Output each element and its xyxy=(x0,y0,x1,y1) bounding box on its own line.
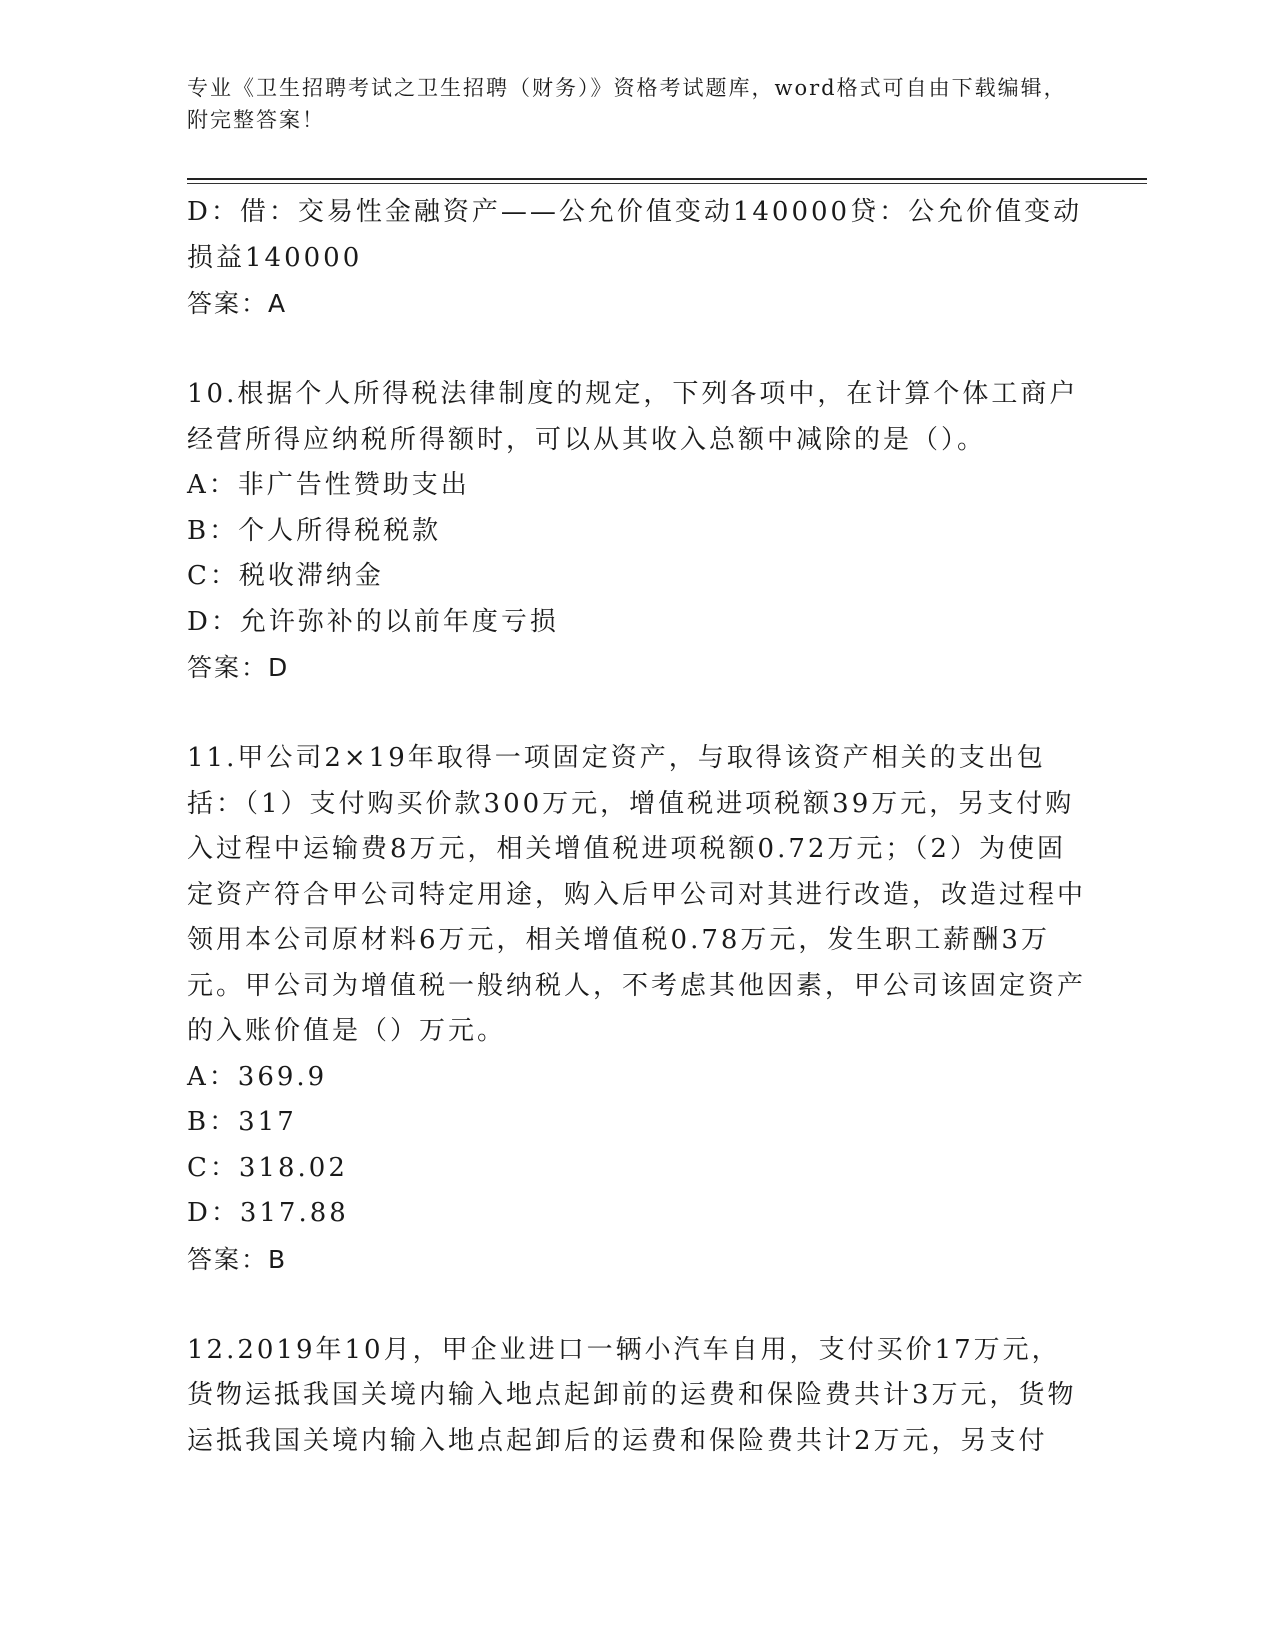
spacer xyxy=(187,327,1087,373)
question-12 xyxy=(187,1328,1087,1465)
option-d: D：317.88 xyxy=(187,1198,349,1228)
question-stem: 12.2019年10月，甲企业进口一辆小汽车自用，支付买价17万元，货物运抵我国关境内输入地点起卸前的运费和保险费共计3万元，货物运抵我国关境内输入地点起卸后的运费和保险费共计2万元，另支付 xyxy=(187,1334,1077,1456)
question-content xyxy=(187,190,1087,1464)
answer: 答案：B xyxy=(187,1244,288,1274)
spacer xyxy=(187,691,1087,737)
page-header: 专业《卫生招聘考试之卫生招聘（财务）》资格考试题库，word格式可自由下载编辑，附完整答案！ xyxy=(187,76,1067,132)
header-divider-thin xyxy=(187,183,1147,184)
question-10 xyxy=(187,372,1087,691)
question-stem: 11.甲公司2×19年取得一项固定资产，与取得该资产相关的支出包括：（1）支付购买价款300万元，增值税进项税额39万元，另支付购入过程中运输费8万元，相关增值税进项税额0.72万元；（2）为使固定资产符合甲公司特定用途，购入后甲公司对其进行改造，改造过程中领用本公司原材料6万元，相关增值税0.78万元，发生职工薪酬3万元。甲公司为增值税一般纳税人，不考虑其他因素，甲公司该固定资产的入账价值是（）万元。 xyxy=(187,743,1087,1046)
option-d: D：允许弥补的以前年度亏损 xyxy=(187,606,559,637)
answer: 答案：D xyxy=(187,653,290,682)
option-a: A：369.9 xyxy=(187,1061,328,1092)
option-b: B：个人所得税税款 xyxy=(187,515,442,546)
option-c: C：税收滞纳金 xyxy=(187,561,384,591)
header-divider-thick xyxy=(187,178,1147,180)
option-b: B：317 xyxy=(187,1107,297,1137)
question-stem: 10.根据个人所得税法律制度的规定，下列各项中，在计算个体工商户经营所得应纳税所得额时，可以从其收入总额中减除的是（）。 xyxy=(187,379,1079,455)
option-a: A：非广告性赞助支出 xyxy=(187,470,470,500)
option-c: C：318.02 xyxy=(187,1152,348,1183)
prev-option-d: D：借：交易性金融资产——公允价值变动140000贷：公允价值变动损益140000 xyxy=(187,197,1083,273)
prev-answer: 答案：A xyxy=(187,289,288,318)
spacer xyxy=(187,1282,1087,1328)
question-11 xyxy=(187,736,1087,1282)
